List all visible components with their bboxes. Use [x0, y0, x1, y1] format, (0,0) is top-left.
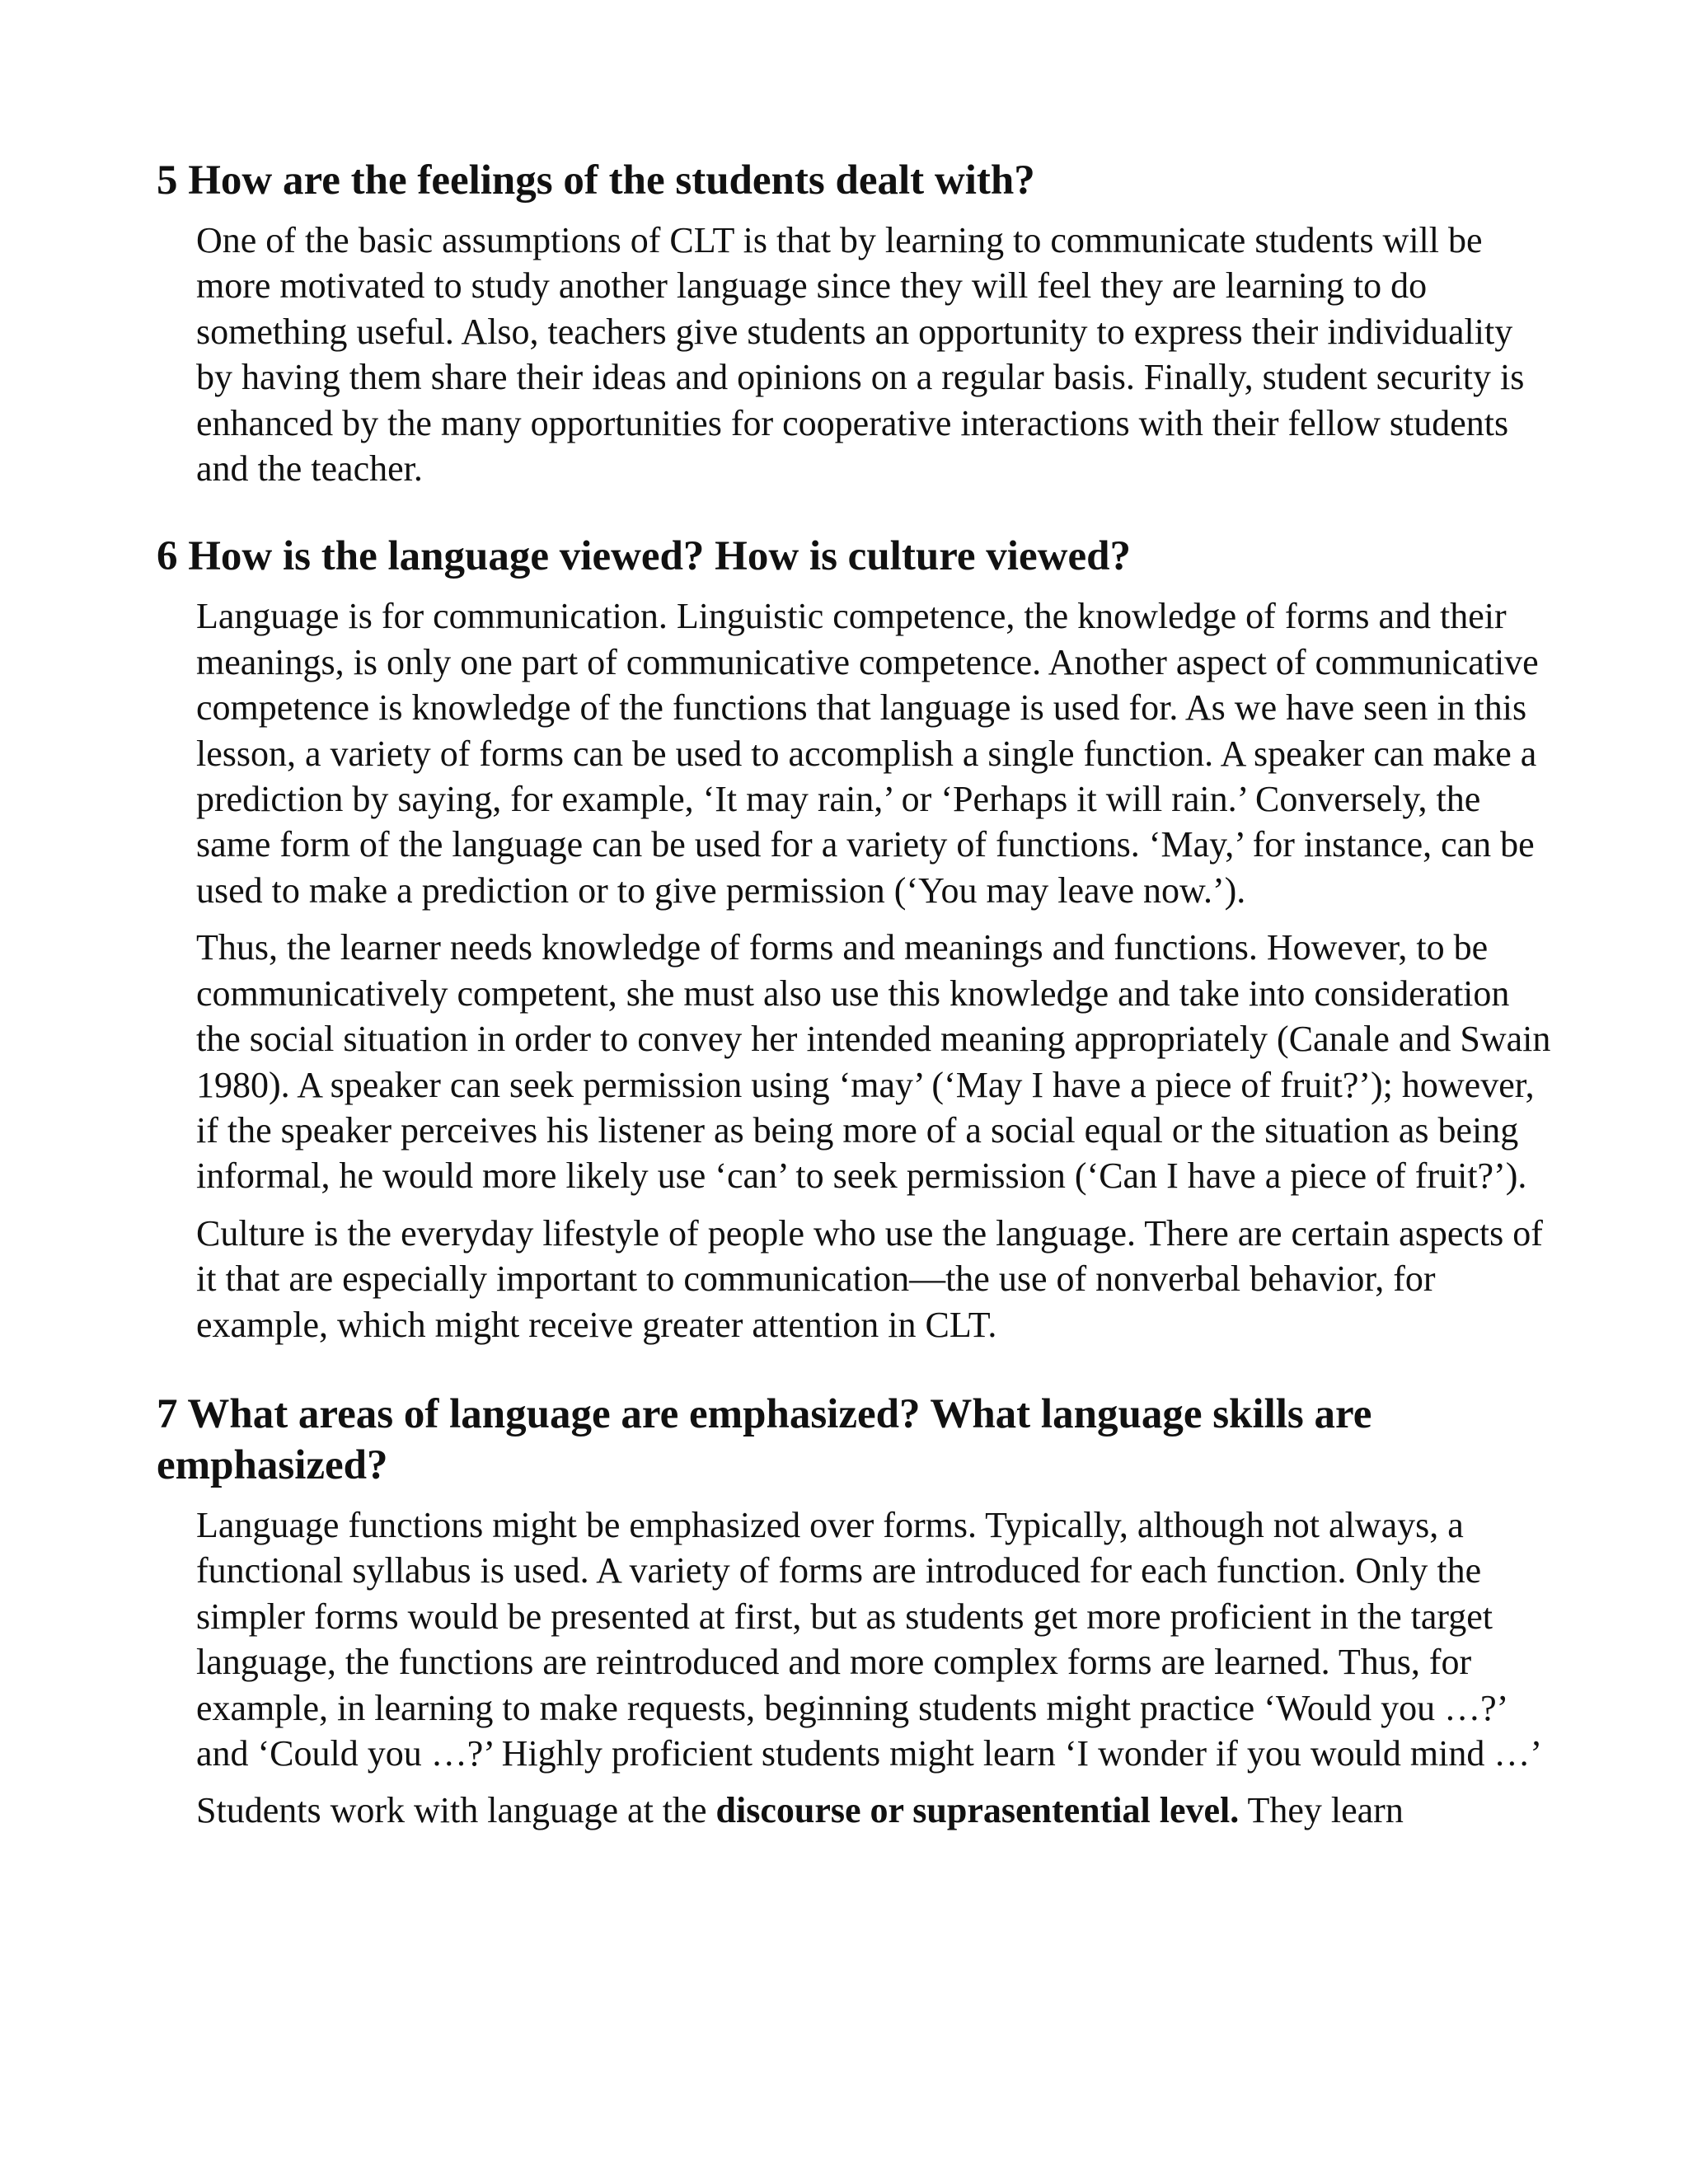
section-7-paragraph-2 — [196, 1788, 1556, 1833]
section-7-paragraph-1: Language functions might be emphasized over forms. Typically, although not always, a functional syllabus is used. A variety of forms are introduced for each function. Only the simpler forms would be presented at first, but as students get more proficient in the target language, the functions are reintroduced and more complex forms are learned. Thus, for example, in learning to make requests, beginning students might practice ‘Would you …?’ and ‘Could you …?’ Highly proficient students might learn ‘I wonder if you would mind …’ — [196, 1504, 1543, 1774]
section-6-paragraph-1: Language is for communication. Linguistic competence, the knowledge of forms and their meanings, is only one part of communicative competence. Another aspect of communicative competence is knowledge of the functions that language is used for. As we have seen in this lesson, a variety of forms can be used to accomplish a single function. A speaker can make a prediction by saying, for example, ‘It may rain,’ or ‘Perhaps it will rain.’ Conversely, the same form of the language can be used for a variety of functions. ‘May,’ for instance, can be used to make a prediction or to give permission (‘You may leave now.’). — [196, 596, 1539, 911]
section-7-heading: 7 What areas of language are emphasized? What language skills are emphasized? — [157, 1390, 1372, 1488]
bold-term: discourse or suprasentential level. — [715, 1790, 1240, 1831]
section-5-paragraph-1: One of the basic assumptions of CLT is that by learning to communicate students will be more motivated to study another language since they will feel they are learning to do something useful. Also, teachers give students an opportunity to express their individuality by having them share their ideas and opinions on a regular basis. Finally, student security is enhanced by the many opportunities for cooperative interactions with their fellow students and the teacher. — [196, 220, 1525, 490]
section-6-paragraph-3: Culture is the everyday lifestyle of people who use the language. There are certain aspects of it that are especially important to communication—the use of nonverbal behavior, for example, which might receive greater attention in CLT. — [196, 1212, 1543, 1345]
paragraph-text: They learn — [1239, 1790, 1404, 1831]
section-5-heading: 5 How are the feelings of the students dealt with? — [157, 157, 1035, 204]
section-6-heading: 6 How is the language viewed? How is culture viewed? — [157, 533, 1131, 580]
paragraph-text: Students work with language at the — [196, 1790, 716, 1831]
section-6-paragraph-2: Thus, the learner needs knowledge of forms and meanings and functions. However, to be communicatively competent, she must also use this knowledge and take into consideration the social situation in order to convey her intended meaning appropriately (Canale and Swain 1980). A speaker can seek permission using ‘may’ (‘May I have a piece of fruit?’); however, if the speaker perceives his listener as being more of a social equal or the situation as being informal, he would more likely use ‘can’ to seek permission (‘Can I have a piece of fruit?’). — [196, 927, 1551, 1197]
